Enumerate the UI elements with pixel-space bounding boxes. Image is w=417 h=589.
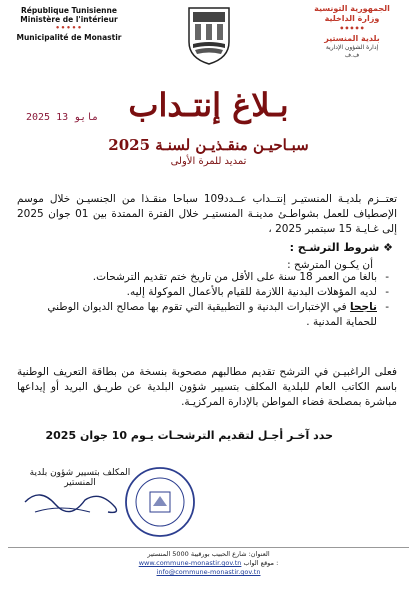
municipality-emblem-icon (185, 4, 233, 66)
signature-title: المكلف بتسيير شؤون بلدية المنستير (29, 468, 131, 488)
footer-divider (8, 547, 409, 548)
header-left-dots: ••••• (55, 24, 83, 32)
signature-scribble-icon (20, 482, 130, 522)
condition-item-text: في الإختبارات البدنية و التطبيقية التي تقوم بها مصالح الديوان الوطني للحماية المدنية . (47, 301, 377, 328)
conditions-list (31, 270, 391, 330)
extension-note: تمديد للمرة الأولى (170, 156, 247, 167)
application-paragraph: فعلى الراغبيـن في الترشح تقديم مطالبهم مصحوبة بنسخة من بطاقة التعريف الوطنية باسم الكاتب العام للبلدية المكلف بتسيير شؤون البلدية عن طريـق البريد أو إيداعها مباشرة بمصلحة فضاء المواطن بالإدارة المركزيـة. (17, 366, 397, 408)
condition-success-word: ناجحا (350, 301, 377, 313)
candidate-intro: أن يكـون المترشح : (287, 259, 373, 271)
condition-item: - بالغا من العمر 18 سنة على الأقل من تاريخ ختم تقديم الترشحات. (31, 270, 391, 285)
header-right-ministry: وزارة الداخلية (324, 14, 380, 23)
footer-address: العنوان: شارع الحبيب بورقيبة 5000 المنستير (147, 550, 270, 558)
header-right-ref: ف.ف (344, 52, 360, 59)
deadline-notice: حدد آخـر أجـل لتقديم الترشحـات يـوم 10 جوان 2025 (45, 429, 333, 442)
date-stamp: 2025 مايو 13 (26, 112, 99, 123)
intro-paragraph: تعتــزم بلديـة المنستيـر إنتــداب عــدد109 سباحا منقـذا من الجنسيـن خلال موسم الإصطياف للعمل بشواطـئ مدينـة المنستيـر خلال الفترة الممتدة بين 01 جوان 2025 إلى غـايـة 15 سبتمبر 2025 ، (17, 193, 398, 235)
header-left-country: République Tunisienne (21, 6, 117, 15)
footer-website-link[interactable]: www.commune-monastir.gov.tn (138, 559, 242, 567)
conditions-heading: ❖ شروط الترشـح : (289, 241, 393, 254)
footer-website-row (0, 559, 417, 568)
header-right-country: الجمهورية التونسية (314, 4, 390, 13)
header-left (14, 6, 124, 42)
footer (0, 547, 417, 577)
footer-email-link[interactable]: info@commune-monastir.gov.tn (156, 568, 261, 576)
condition-item: - لديه المؤهلات البدنية اللازمة للقيام بالأعمال الموكولة إليه. (31, 285, 391, 300)
header-right (297, 4, 407, 60)
header-right-municipality: بلدية المنستير (324, 34, 380, 43)
header-right-dots: ••••• (339, 24, 365, 33)
page-title: بـلاغ إنتـداب (128, 86, 289, 124)
condition-item (31, 300, 391, 330)
page-subtitle: سبـاحيـن منقـذيـن لسنـة 2025 (108, 136, 309, 154)
header-left-municipality: Municipalité de Monastir (16, 33, 122, 42)
official-seal-icon (120, 462, 200, 542)
footer-website-label: موقع الواب : (243, 559, 279, 567)
header-left-ministry: Ministère de l'intérieur (20, 15, 118, 24)
header-right-department: إدارة الشؤون الإدارية (325, 44, 379, 51)
